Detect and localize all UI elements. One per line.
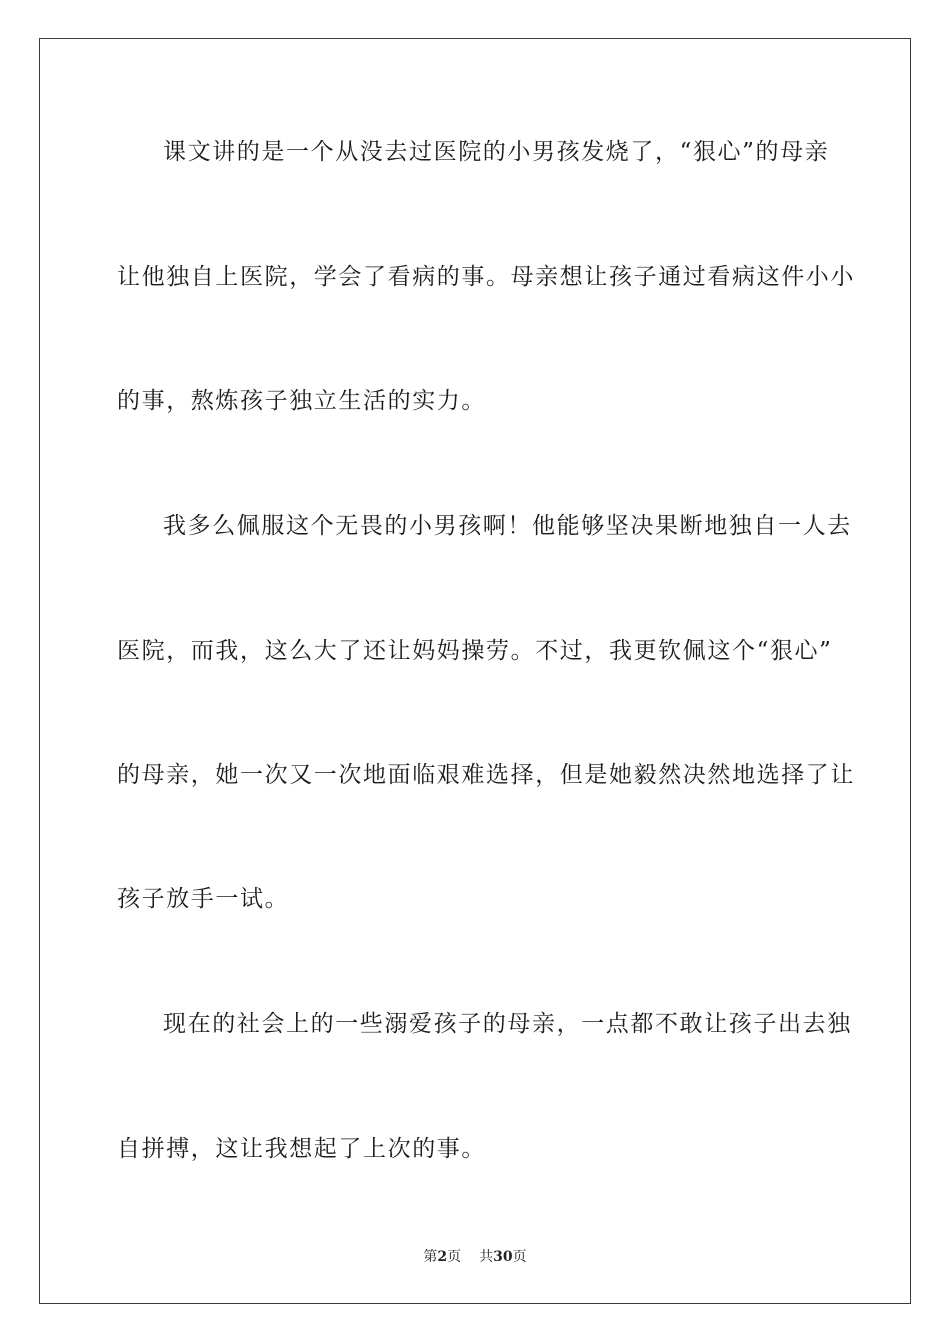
page-prefix: 第	[423, 1249, 438, 1265]
paragraph-2-line-4: 孩子放手一试。	[117, 886, 290, 912]
paragraph-1-line-2: 让他独自上医院，学会了看病的事。母亲想让孩子通过看病这件小小	[117, 264, 855, 290]
total-prefix: 共	[479, 1249, 494, 1265]
page-border	[39, 38, 911, 1304]
paragraph-1-line-1: 课文讲的是一个从没去过医院的小男孩发烧了，“狠心”的母亲	[163, 139, 830, 165]
paragraph-3-line-2: 自拼搏，这让我想起了上次的事。	[117, 1136, 486, 1162]
paragraph-2-line-2: 医院，而我，这么大了还让妈妈操劳。不过，我更钦佩这个“狠心”	[117, 638, 833, 664]
page-suffix: 页	[447, 1249, 462, 1265]
paragraph-3-line-1: 现在的社会上的一些溺爱孩子的母亲，一点都不敢让孩子出去独	[163, 1011, 852, 1037]
page-footer	[0, 1248, 950, 1266]
total-suffix: 页	[512, 1249, 527, 1265]
page-number: 2	[437, 1249, 448, 1265]
total-pages: 30	[493, 1249, 513, 1265]
paragraph-1-line-3: 的事，熬炼孩子独立生活的实力。	[117, 388, 486, 414]
paragraph-2-line-1: 我多么佩服这个无畏的小男孩啊！他能够坚决果断地独自一人去	[163, 513, 852, 539]
paragraph-2-line-3: 的母亲，她一次又一次地面临艰难选择，但是她毅然决然地选择了让	[117, 762, 855, 788]
